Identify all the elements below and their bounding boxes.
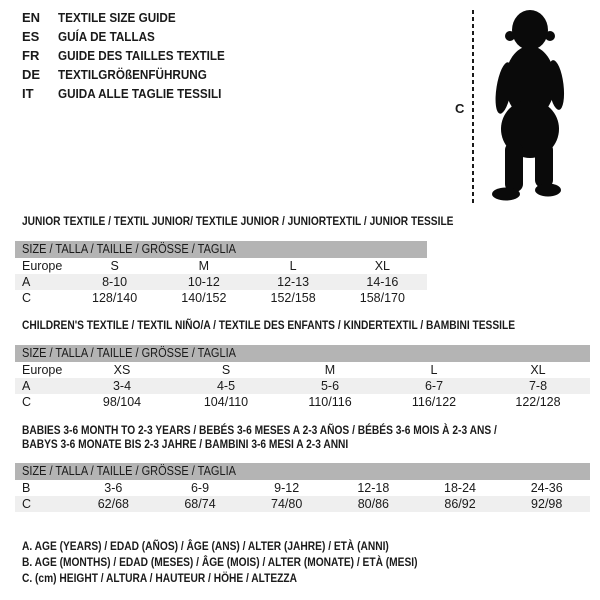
children-size-table	[15, 345, 590, 410]
language-code: FR	[22, 48, 40, 63]
table-row	[15, 394, 590, 410]
babies-section	[15, 423, 600, 512]
size-header-label: SIZE / TALLA / TAILLE / GRÖSSE / TAGLIA	[22, 464, 236, 478]
language-title: GUÍA DE TALLAS	[58, 29, 155, 44]
size-cell: 14-16	[366, 275, 399, 289]
size-cell: 5-6	[320, 379, 340, 393]
legend	[22, 538, 600, 586]
junior-size-table	[15, 241, 427, 306]
table-row	[15, 290, 427, 306]
size-cell: 122/128	[515, 395, 561, 409]
size-cell: 12-13	[277, 275, 310, 289]
row-label: C	[22, 395, 32, 409]
language-code: EN	[22, 10, 41, 25]
language-title: TEXTILGRÖßENFÜHRUNG	[58, 67, 207, 82]
size-cell: 10-12	[187, 275, 220, 289]
junior-heading: JUNIOR TEXTILE / TEXTIL JUNIOR/ TEXTILE JUNIOR / JUNIORTEXTIL / JUNIOR TESSILE	[22, 214, 454, 228]
children-section	[15, 318, 600, 410]
babies-table-rows	[15, 480, 590, 512]
language-row-en	[22, 8, 243, 27]
row-label: B	[22, 481, 31, 495]
language-title: TEXTILE SIZE GUIDE	[58, 10, 176, 25]
size-cell: XL	[374, 259, 391, 273]
size-cell: 8-10	[102, 275, 128, 289]
size-cell: 9-12	[274, 481, 300, 495]
babies-size-table	[15, 463, 590, 512]
size-header-bar	[15, 345, 590, 362]
size-cell: S	[221, 363, 231, 377]
table-row	[15, 274, 427, 290]
children-table-rows	[15, 362, 590, 410]
size-cell: 152/158	[270, 291, 316, 305]
size-header-label: SIZE / TALLA / TAILLE / GRÖSSE / TAGLIA	[22, 346, 236, 360]
size-cell: S	[110, 259, 119, 273]
size-cell: 92/98	[531, 497, 563, 511]
height-dashed-line	[472, 10, 474, 206]
size-cell: 3-4	[112, 379, 132, 393]
height-marker-label: C	[455, 101, 465, 116]
row-label: Europe	[22, 259, 63, 273]
size-cell: 12-18	[357, 481, 390, 495]
table-row	[15, 258, 427, 274]
size-cell: 116/122	[411, 395, 457, 409]
size-cell: 128/140	[92, 291, 138, 305]
legend-line-a: A. AGE (YEARS) / EDAD (AÑOS) / ÂGE (ANS) / ALTER (JAHRE) / ETÀ (ANNI)	[22, 539, 389, 553]
size-cell: 140/152	[181, 291, 227, 305]
row-label: Europe	[22, 363, 63, 377]
babies-heading-line2: BABYS 3-6 MONATE BIS 2-3 JAHRE / BAMBINI 3-6 MESI A 2-3 ANNI	[22, 437, 349, 451]
table-row	[15, 496, 590, 512]
size-cell: 74/80	[271, 497, 303, 511]
legend-line-c: C. (cm) HEIGHT / ALTURA / HAUTEUR / HÖHE / ALTEZZA	[22, 571, 298, 585]
size-header-bar	[15, 463, 590, 480]
babies-heading-line1: BABIES 3-6 MONTH TO 2-3 YEARS / BEBÉS 3-6 MESES A 2-3 AÑOS / BÉBÉS 3-6 MOIS À 2-3 ANS /	[22, 423, 497, 437]
language-title: GUIDE DES TAILLES TEXTILE	[58, 48, 225, 63]
toddler-figure	[450, 0, 600, 214]
size-cell: 110/116	[308, 395, 352, 409]
row-label: A	[22, 379, 31, 393]
language-title: GUIDA ALLE TAGLIE TESSILI	[58, 86, 222, 101]
size-cell: 80/86	[357, 497, 389, 511]
header-area	[0, 0, 600, 214]
size-cell: 68/74	[184, 497, 216, 511]
size-cell: 98/104	[102, 395, 142, 409]
language-code: DE	[22, 67, 41, 82]
children-heading: CHILDREN'S TEXTILE / TEXTIL NIÑO/A / TEXTILE DES ENFANTS / KINDERTEXTIL / BAMBINI TESSILE	[22, 318, 516, 332]
language-row-de	[22, 65, 243, 84]
size-cell: M	[324, 363, 336, 377]
size-cell: 86/92	[444, 497, 476, 511]
table-row	[15, 480, 590, 496]
size-cell: XS	[113, 363, 131, 377]
language-code: ES	[22, 29, 40, 44]
size-cell: L	[289, 259, 297, 273]
language-row-fr	[22, 46, 243, 65]
language-row-es	[22, 27, 243, 46]
size-cell: 158/170	[359, 291, 405, 305]
size-cell: 104/110	[203, 395, 249, 409]
junior-section	[15, 214, 600, 306]
row-label: A	[22, 275, 31, 289]
size-header-bar	[15, 241, 427, 258]
language-code: IT	[22, 86, 34, 101]
toddler-silhouette-icon	[486, 6, 578, 206]
size-cell: 6-9	[190, 481, 210, 495]
size-cell: 4-5	[216, 379, 236, 393]
size-cell: 18-24	[444, 481, 477, 495]
row-label: C	[22, 497, 32, 511]
junior-table-rows	[15, 258, 427, 306]
legend-line-b: B. AGE (MONTHS) / EDAD (MESES) / ÂGE (MOIS) / ALTER (MONATE) / ETÀ (MESI)	[22, 555, 418, 569]
size-cell: XL	[530, 363, 546, 377]
table-row	[15, 362, 590, 378]
size-cell: 62/68	[97, 497, 129, 511]
row-label: C	[22, 291, 32, 305]
size-cell: 6-7	[424, 379, 444, 393]
size-cell: M	[198, 259, 210, 273]
size-cell: 7-8	[528, 379, 548, 393]
size-cell: 3-6	[104, 481, 123, 495]
table-row	[15, 378, 590, 394]
size-cell: L	[430, 363, 438, 377]
size-header-label: SIZE / TALLA / TAILLE / GRÖSSE / TAGLIA	[22, 242, 236, 256]
language-list	[22, 8, 243, 103]
size-cell: 24-36	[530, 481, 563, 495]
language-row-it	[22, 84, 243, 103]
